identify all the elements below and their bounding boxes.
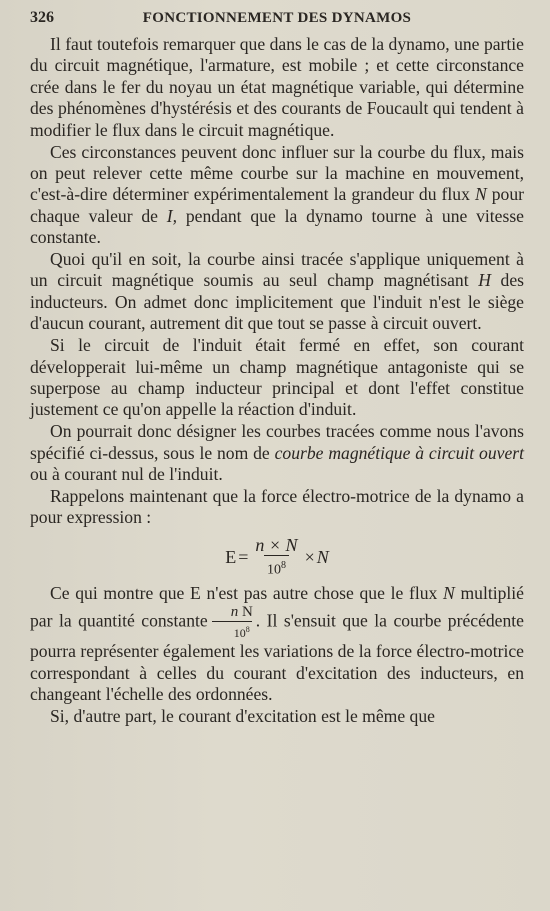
p3-symbol-h: H: [478, 270, 491, 291]
inline-frac-den-exp: 8: [245, 625, 250, 635]
paragraph-3: [30, 249, 524, 335]
p7-symbol-n: N: [443, 582, 455, 603]
paragraph-6: Rappelons maintenant que la force électro-motrice de la dynamo a pour expression :: [30, 486, 524, 528]
p2-text-a: Ces circonstances peuvent donc influer sur la courbe du flux, mais on peut relever cette même courbe sur la machine en mouvement, c'est-à-dire déterminer expérimentalement la grandeur du flux: [30, 141, 524, 205]
p2-text-b: pour chaque valeur de: [30, 184, 524, 226]
formula-fraction: [252, 535, 300, 581]
running-head: FONCTIONNEMENT DES DYNAMOS: [142, 10, 412, 26]
inline-frac-den-base: 10: [233, 626, 246, 641]
inline-frac-n: n: [230, 604, 239, 621]
paragraph-8: Si, d'autre part, le courant d'excitation est le même que: [50, 705, 435, 726]
body-text: [30, 34, 524, 727]
page-number: 326: [30, 9, 54, 26]
p3-text-a: Quoi qu'il en soit, la courbe ainsi tracée s'applique uniquement à un circuit magnétique soumis au seul champ magnétisant: [30, 249, 524, 291]
inline-frac-numerator: [211, 604, 253, 621]
paragraph-5: [30, 421, 524, 485]
paragraph-1: Il faut toutefois remarquer que dans le cas de la dynamo, une partie du circuit magnétique, l'armature, est mobile ; et cette circonstance crée dans le fer du noyau un état magnétique variable, qui détermine des phénomènes d'hystérésis et des courants de Foucault qui tendent à modifier le flux dans le circuit magnétique.: [30, 34, 524, 140]
p5-italic-term: courbe magnétique à circuit ouvert: [274, 442, 524, 463]
paragraph-2: [30, 142, 524, 249]
inline-fraction: [211, 604, 253, 641]
p2-symbol-i: I,: [166, 205, 178, 226]
p5-text-b: ou à courant nul de l'induit.: [30, 464, 223, 485]
p3-text-b: des inducteurs. On admet donc implicitement que l'induit n'est le siège d'aucun courant, autrement dit que tout se passe à circuit ouvert.: [30, 270, 525, 334]
paragraph-7: [30, 583, 524, 706]
formula-rhs: N: [316, 547, 329, 568]
page-header: [30, 4, 524, 34]
formula-lhs: E: [225, 547, 237, 568]
inline-frac-denominator: [212, 621, 252, 641]
p7-text-c: . Il s'ensuit que la courbe précédente pourra représenter également les variations de la force électro-motrice correspondant à celles du courant d'excitation des inducteurs, en changeant l'échelle des ordonnées.: [30, 610, 524, 705]
paragraph-4: Si le circuit de l'induit était fermé en effet, son courant développerait lui-même un champ magnétique antagoniste qui se superpose au champ inducteur principal et dont l'effet constitue justement ce qu'on appelle la réaction d'induit.: [30, 335, 524, 420]
inline-frac-N: N: [241, 604, 253, 621]
p7-text-b: multiplié par la quantité constante: [30, 582, 524, 631]
p2-symbol-n: N: [474, 184, 487, 205]
p7-text-a: Ce qui montre que E n'est pas autre chose que le flux: [50, 582, 444, 603]
p2-text-c: pendant que la dynamo tourne à une vitesse constante.: [30, 205, 524, 248]
emf-formula: [30, 535, 524, 579]
formula-times: ×: [304, 547, 315, 568]
formula-den-exp: 8: [280, 559, 286, 571]
formula-numerator: n × N: [255, 534, 298, 555]
p5-text-a: On pourrait donc désigner les courbes tracées comme nous l'avons spécifié ci-dessus, sous le nom de: [30, 421, 524, 463]
formula-denominator: [264, 555, 289, 581]
formula-den-base: 10: [266, 562, 281, 578]
formula-equals: =: [238, 547, 249, 568]
